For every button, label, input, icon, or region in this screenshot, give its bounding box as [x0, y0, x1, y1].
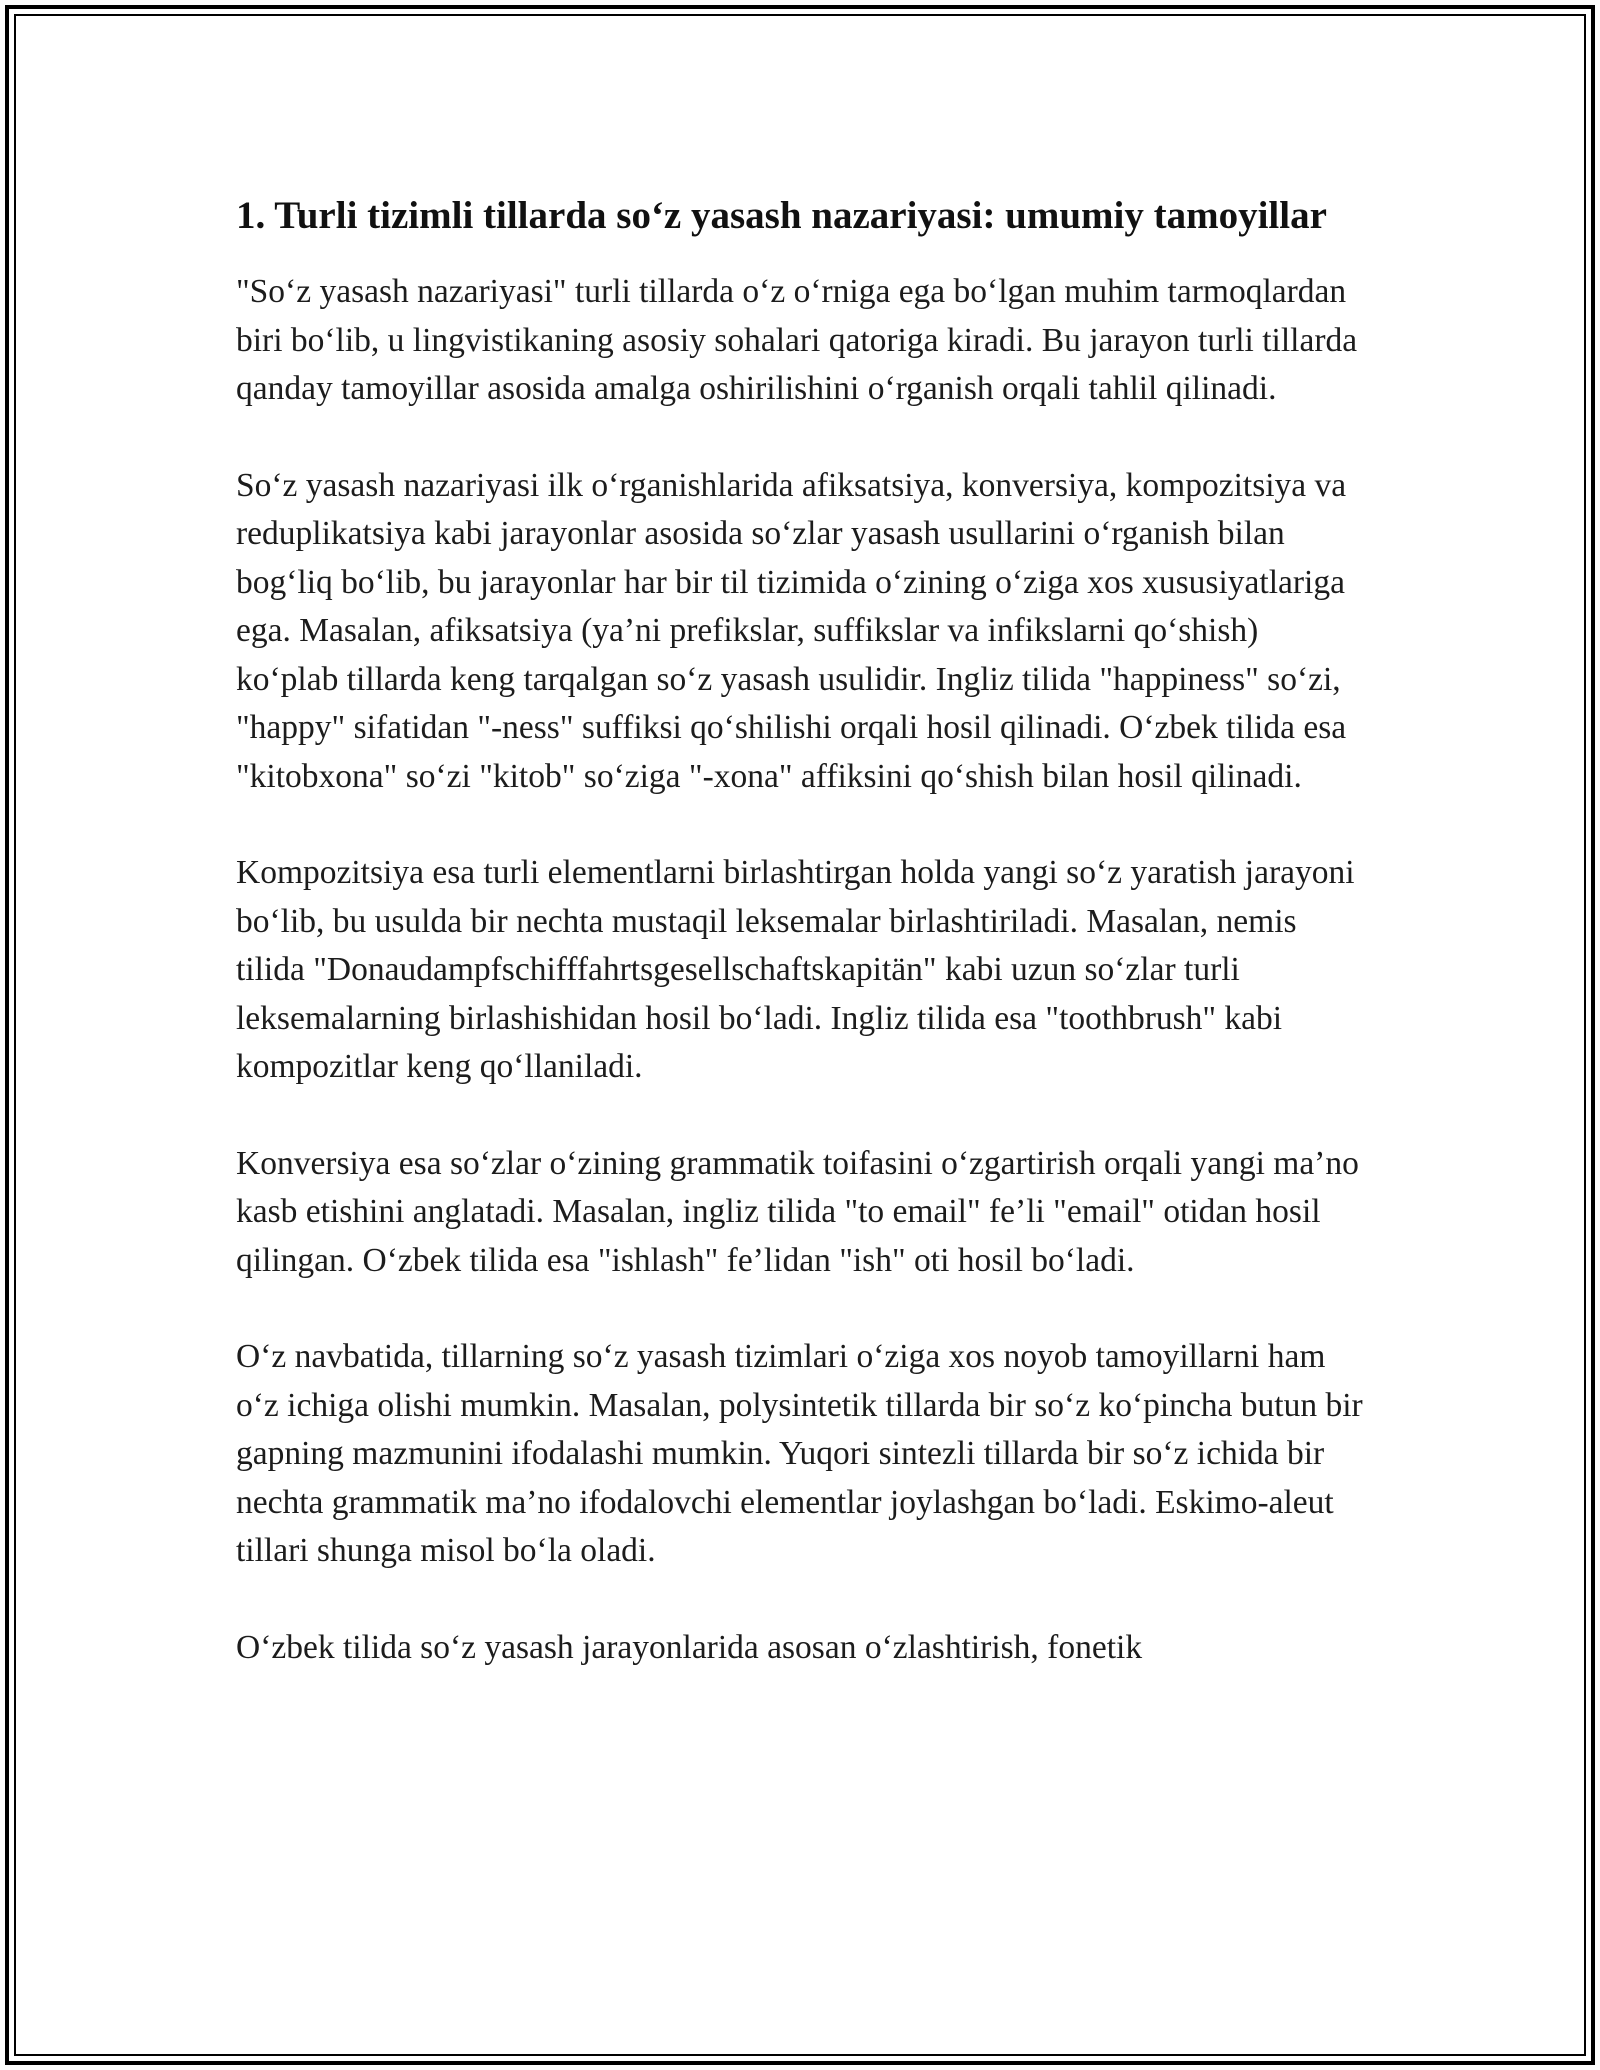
paragraph-intro: "So‘z yasash nazariyasi" turli tillarda o‘z o‘rniga ega bo‘lgan muhim tarmoqlardan biri bo‘lib, u lingvistikaning asosiy sohalari qatoriga kiradi. Bu jarayon turli tillarda qanday tamoyillar asosida amalga oshirilishini o‘rganish orqali tahlil qilinadi.: [236, 273, 1358, 407]
paragraph-uzbek-truncated: O‘zbek tilida so‘z yasash jarayonlarida asosan o‘zlashtirish, fonetik: [236, 1628, 1143, 1666]
paragraph-composition: Kompozitsiya esa turli elementlarni birlashtirgan holda yangi so‘z yaratish jarayoni bo‘lib, bu usulda bir nechta mustaqil leksemalar birlashtiriladi. Masalan, nemis tilida "Donaudampfschifffahrtsgesellschaftskapitän" kabi uzun so‘zlar turli leksemalarning birlashishidan hosil bo‘ladi. Ingliz tilida esa "toothbrush" kabi kompozitlar keng qo‘llaniladi.: [236, 854, 1355, 1085]
paragraph-conversion: Konversiya esa so‘zlar o‘zining grammatik toifasini o‘zgartirish orqali yangi ma’no kasb etishini anglatadi. Masalan, ingliz tilida "to email" fe’li "email" otidan hosil qilingan. O‘zbek tilida esa "ishlash" fe’lidan "ish" oti hosil bo‘ladi.: [236, 1144, 1359, 1279]
paragraph-affixation: So‘z yasash nazariyasi ilk o‘rganishlarida afiksatsiya, konversiya, kompozitsiya va reduplikatsiya kabi jarayonlar asosida so‘zlar yasash usullarini o‘rganish bilan bog‘liq bo‘lib, bu jarayonlar har bir til tizimida o‘zining o‘ziga xos xususiyatlariga ega. Masalan, afiksatsiya (ya’ni prefikslar, suffikslar va infikslarni qo‘shish) ko‘plab tillarda keng tarqalgan so‘z yasash usulidir. Ingliz tilida "happiness" so‘zi, "happy" sifatidan "-ness" suffiksi qo‘shilishi orqali hosil qilinadi. O‘zbek tilida esa "kitobxona" so‘zi "kitob" so‘ziga "-xona" affiksini qo‘shish bilan hosil qilinadi.: [236, 466, 1347, 795]
section-heading: 1. Turli tizimli tillarda so‘z yasash nazariyasi: umumiy tamoyillar: [236, 194, 1327, 237]
paragraph-polysynthetic: O‘z navbatida, tillarning so‘z yasash tizimlari o‘ziga xos noyob tamoyillarni ham o‘z ichiga olishi mumkin. Masalan, polysintetik tillarda bir so‘z ko‘pincha butun bir gapning mazmunini ifodalashi mumkin. Yuqori sintezli tillarda bir so‘z ichida bir nechta grammatik ma’no ifodalovchi elementlar joylashgan bo‘ladi. Eskimo-aleut tillari shunga misol bo‘la oladi.: [236, 1338, 1363, 1569]
document-body: [236, 188, 1366, 1720]
